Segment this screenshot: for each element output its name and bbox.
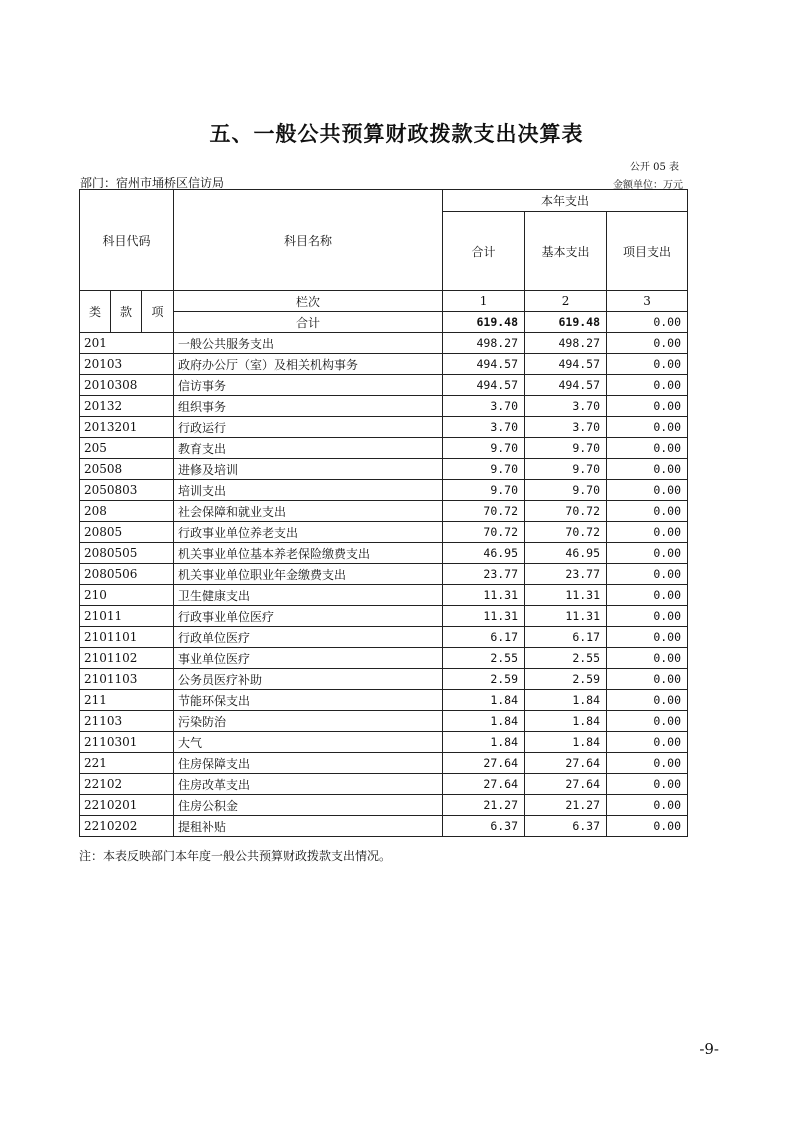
row-total: 6.17 — [443, 627, 525, 648]
header-subject-name: 科目名称 — [174, 190, 443, 291]
row-project: 0.00 — [607, 543, 688, 564]
table-row — [80, 585, 688, 606]
row-total: 498.27 — [443, 333, 525, 354]
table-row — [80, 732, 688, 753]
row-project: 0.00 — [607, 501, 688, 522]
row-project: 0.00 — [607, 690, 688, 711]
row-project: 0.00 — [607, 648, 688, 669]
row-project: 0.00 — [607, 816, 688, 837]
table-row — [80, 333, 688, 354]
row-basic: 6.17 — [525, 627, 607, 648]
row-total: 70.72 — [443, 501, 525, 522]
row-code: 2080506 — [80, 564, 174, 585]
row-name: 信访事务 — [174, 375, 443, 396]
row-basic: 9.70 — [525, 459, 607, 480]
row-basic: 23.77 — [525, 564, 607, 585]
row-project: 0.00 — [607, 753, 688, 774]
row-total: 21.27 — [443, 795, 525, 816]
row-code: 211 — [80, 690, 174, 711]
row-code: 2080505 — [80, 543, 174, 564]
row-project: 0.00 — [607, 459, 688, 480]
row-basic: 11.31 — [525, 585, 607, 606]
budget-expense-table — [79, 189, 688, 837]
row-total: 1.84 — [443, 690, 525, 711]
summary-basic: 619.48 — [525, 312, 607, 333]
row-name: 公务员医疗补助 — [174, 669, 443, 690]
row-name: 组织事务 — [174, 396, 443, 417]
table-row — [80, 627, 688, 648]
row-name: 卫生健康支出 — [174, 585, 443, 606]
row-total: 9.70 — [443, 459, 525, 480]
row-code: 20132 — [80, 396, 174, 417]
row-name: 大气 — [174, 732, 443, 753]
row-project: 0.00 — [607, 417, 688, 438]
row-basic: 11.31 — [525, 606, 607, 627]
row-code: 208 — [80, 501, 174, 522]
row-basic: 6.37 — [525, 816, 607, 837]
header-lei: 类 — [80, 291, 111, 333]
amount-unit-label: 金额单位：万元 — [613, 180, 683, 191]
row-name: 行政运行 — [174, 417, 443, 438]
row-total: 1.84 — [443, 732, 525, 753]
row-code: 2050803 — [80, 480, 174, 501]
document-title: 五、一般公共预算财政拨款支出决算表 — [209, 122, 584, 146]
row-basic: 21.27 — [525, 795, 607, 816]
row-basic: 27.64 — [525, 753, 607, 774]
row-code: 205 — [80, 438, 174, 459]
header-xiang: 项 — [142, 291, 174, 333]
row-name: 行政单位医疗 — [174, 627, 443, 648]
row-project: 0.00 — [607, 606, 688, 627]
row-total: 6.37 — [443, 816, 525, 837]
row-basic: 1.84 — [525, 690, 607, 711]
row-total: 11.31 — [443, 606, 525, 627]
row-project: 0.00 — [607, 732, 688, 753]
row-total: 1.84 — [443, 711, 525, 732]
header-year-expense: 本年支出 — [443, 190, 688, 212]
row-basic: 27.64 — [525, 774, 607, 795]
header-basic: 基本支出 — [525, 212, 607, 291]
row-basic: 1.84 — [525, 732, 607, 753]
row-code: 22102 — [80, 774, 174, 795]
row-name: 住房改革支出 — [174, 774, 443, 795]
table-row — [80, 459, 688, 480]
table-row — [80, 438, 688, 459]
row-basic: 1.84 — [525, 711, 607, 732]
row-code: 20805 — [80, 522, 174, 543]
row-code: 2210201 — [80, 795, 174, 816]
row-basic: 2.59 — [525, 669, 607, 690]
summary-total: 619.48 — [443, 312, 525, 333]
row-total: 11.31 — [443, 585, 525, 606]
row-basic: 70.72 — [525, 501, 607, 522]
row-name: 机关事业单位基本养老保险缴费支出 — [174, 543, 443, 564]
row-code: 2110301 — [80, 732, 174, 753]
row-project: 0.00 — [607, 585, 688, 606]
row-name: 社会保障和就业支出 — [174, 501, 443, 522]
header-kuan: 款 — [111, 291, 142, 333]
row-code: 201 — [80, 333, 174, 354]
row-name: 节能环保支出 — [174, 690, 443, 711]
department-label: 部门：宿州市埇桥区信访局 — [80, 176, 225, 190]
table-row — [80, 564, 688, 585]
row-name: 住房保障支出 — [174, 753, 443, 774]
row-name: 教育支出 — [174, 438, 443, 459]
table-row — [80, 648, 688, 669]
row-name: 事业单位医疗 — [174, 648, 443, 669]
table-row — [80, 774, 688, 795]
row-code: 221 — [80, 753, 174, 774]
row-code: 21011 — [80, 606, 174, 627]
row-project: 0.00 — [607, 480, 688, 501]
table-row — [80, 522, 688, 543]
row-name: 行政事业单位医疗 — [174, 606, 443, 627]
row-code: 210 — [80, 585, 174, 606]
row-project: 0.00 — [607, 396, 688, 417]
row-total: 27.64 — [443, 774, 525, 795]
row-basic: 3.70 — [525, 396, 607, 417]
header-lanci: 栏次 — [174, 291, 443, 312]
summary-project: 0.00 — [607, 312, 688, 333]
header-total: 合计 — [443, 212, 525, 291]
row-project: 0.00 — [607, 795, 688, 816]
row-code: 2210202 — [80, 816, 174, 837]
row-name: 污染防治 — [174, 711, 443, 732]
header-col-2: 2 — [525, 291, 607, 312]
table-row — [80, 354, 688, 375]
row-total: 2.55 — [443, 648, 525, 669]
row-project: 0.00 — [607, 438, 688, 459]
row-name: 提租补贴 — [174, 816, 443, 837]
header-col-3: 3 — [607, 291, 688, 312]
row-total: 9.70 — [443, 438, 525, 459]
row-project: 0.00 — [607, 564, 688, 585]
table-row — [80, 669, 688, 690]
row-code: 20508 — [80, 459, 174, 480]
row-basic: 46.95 — [525, 543, 607, 564]
row-basic: 70.72 — [525, 522, 607, 543]
row-project: 0.00 — [607, 333, 688, 354]
table-row — [80, 711, 688, 732]
row-basic: 9.70 — [525, 480, 607, 501]
table-row — [80, 375, 688, 396]
row-basic: 498.27 — [525, 333, 607, 354]
row-basic: 9.70 — [525, 438, 607, 459]
row-project: 0.00 — [607, 669, 688, 690]
row-name: 进修及培训 — [174, 459, 443, 480]
row-total: 27.64 — [443, 753, 525, 774]
row-total: 3.70 — [443, 396, 525, 417]
row-name: 行政事业单位养老支出 — [174, 522, 443, 543]
row-project: 0.00 — [607, 375, 688, 396]
row-basic: 494.57 — [525, 354, 607, 375]
row-total: 494.57 — [443, 375, 525, 396]
row-name: 住房公积金 — [174, 795, 443, 816]
header-col-1: 1 — [443, 291, 525, 312]
row-total: 9.70 — [443, 480, 525, 501]
table-note: 注：本表反映部门本年度一般公共预算财政拨款支出情况。 — [79, 849, 392, 863]
row-total: 46.95 — [443, 543, 525, 564]
table-row — [80, 501, 688, 522]
header-subject-code: 科目代码 — [80, 190, 174, 291]
row-total: 494.57 — [443, 354, 525, 375]
row-total: 2.59 — [443, 669, 525, 690]
page-number: -9- — [699, 1040, 719, 1058]
table-row — [80, 480, 688, 501]
table-row — [80, 753, 688, 774]
row-project: 0.00 — [607, 627, 688, 648]
form-number: 公开 05 表 — [629, 162, 679, 173]
row-code: 20103 — [80, 354, 174, 375]
header-project: 项目支出 — [607, 212, 688, 291]
summary-label: 合计 — [174, 312, 443, 333]
row-code: 2013201 — [80, 417, 174, 438]
table-row — [80, 816, 688, 837]
row-code: 2101101 — [80, 627, 174, 648]
row-basic: 2.55 — [525, 648, 607, 669]
row-name: 一般公共服务支出 — [174, 333, 443, 354]
row-name: 培训支出 — [174, 480, 443, 501]
row-basic: 494.57 — [525, 375, 607, 396]
row-project: 0.00 — [607, 774, 688, 795]
table-row — [80, 795, 688, 816]
row-code: 2101103 — [80, 669, 174, 690]
row-code: 2101102 — [80, 648, 174, 669]
row-name: 机关事业单位职业年金缴费支出 — [174, 564, 443, 585]
row-total: 70.72 — [443, 522, 525, 543]
row-total: 23.77 — [443, 564, 525, 585]
row-name: 政府办公厅（室）及相关机构事务 — [174, 354, 443, 375]
table-row — [80, 396, 688, 417]
row-code: 21103 — [80, 711, 174, 732]
row-basic: 3.70 — [525, 417, 607, 438]
table-row — [80, 543, 688, 564]
row-code: 2010308 — [80, 375, 174, 396]
row-project: 0.00 — [607, 522, 688, 543]
table-row — [80, 417, 688, 438]
table-row — [80, 690, 688, 711]
row-project: 0.00 — [607, 711, 688, 732]
row-total: 3.70 — [443, 417, 525, 438]
table-row — [80, 606, 688, 627]
row-project: 0.00 — [607, 354, 688, 375]
